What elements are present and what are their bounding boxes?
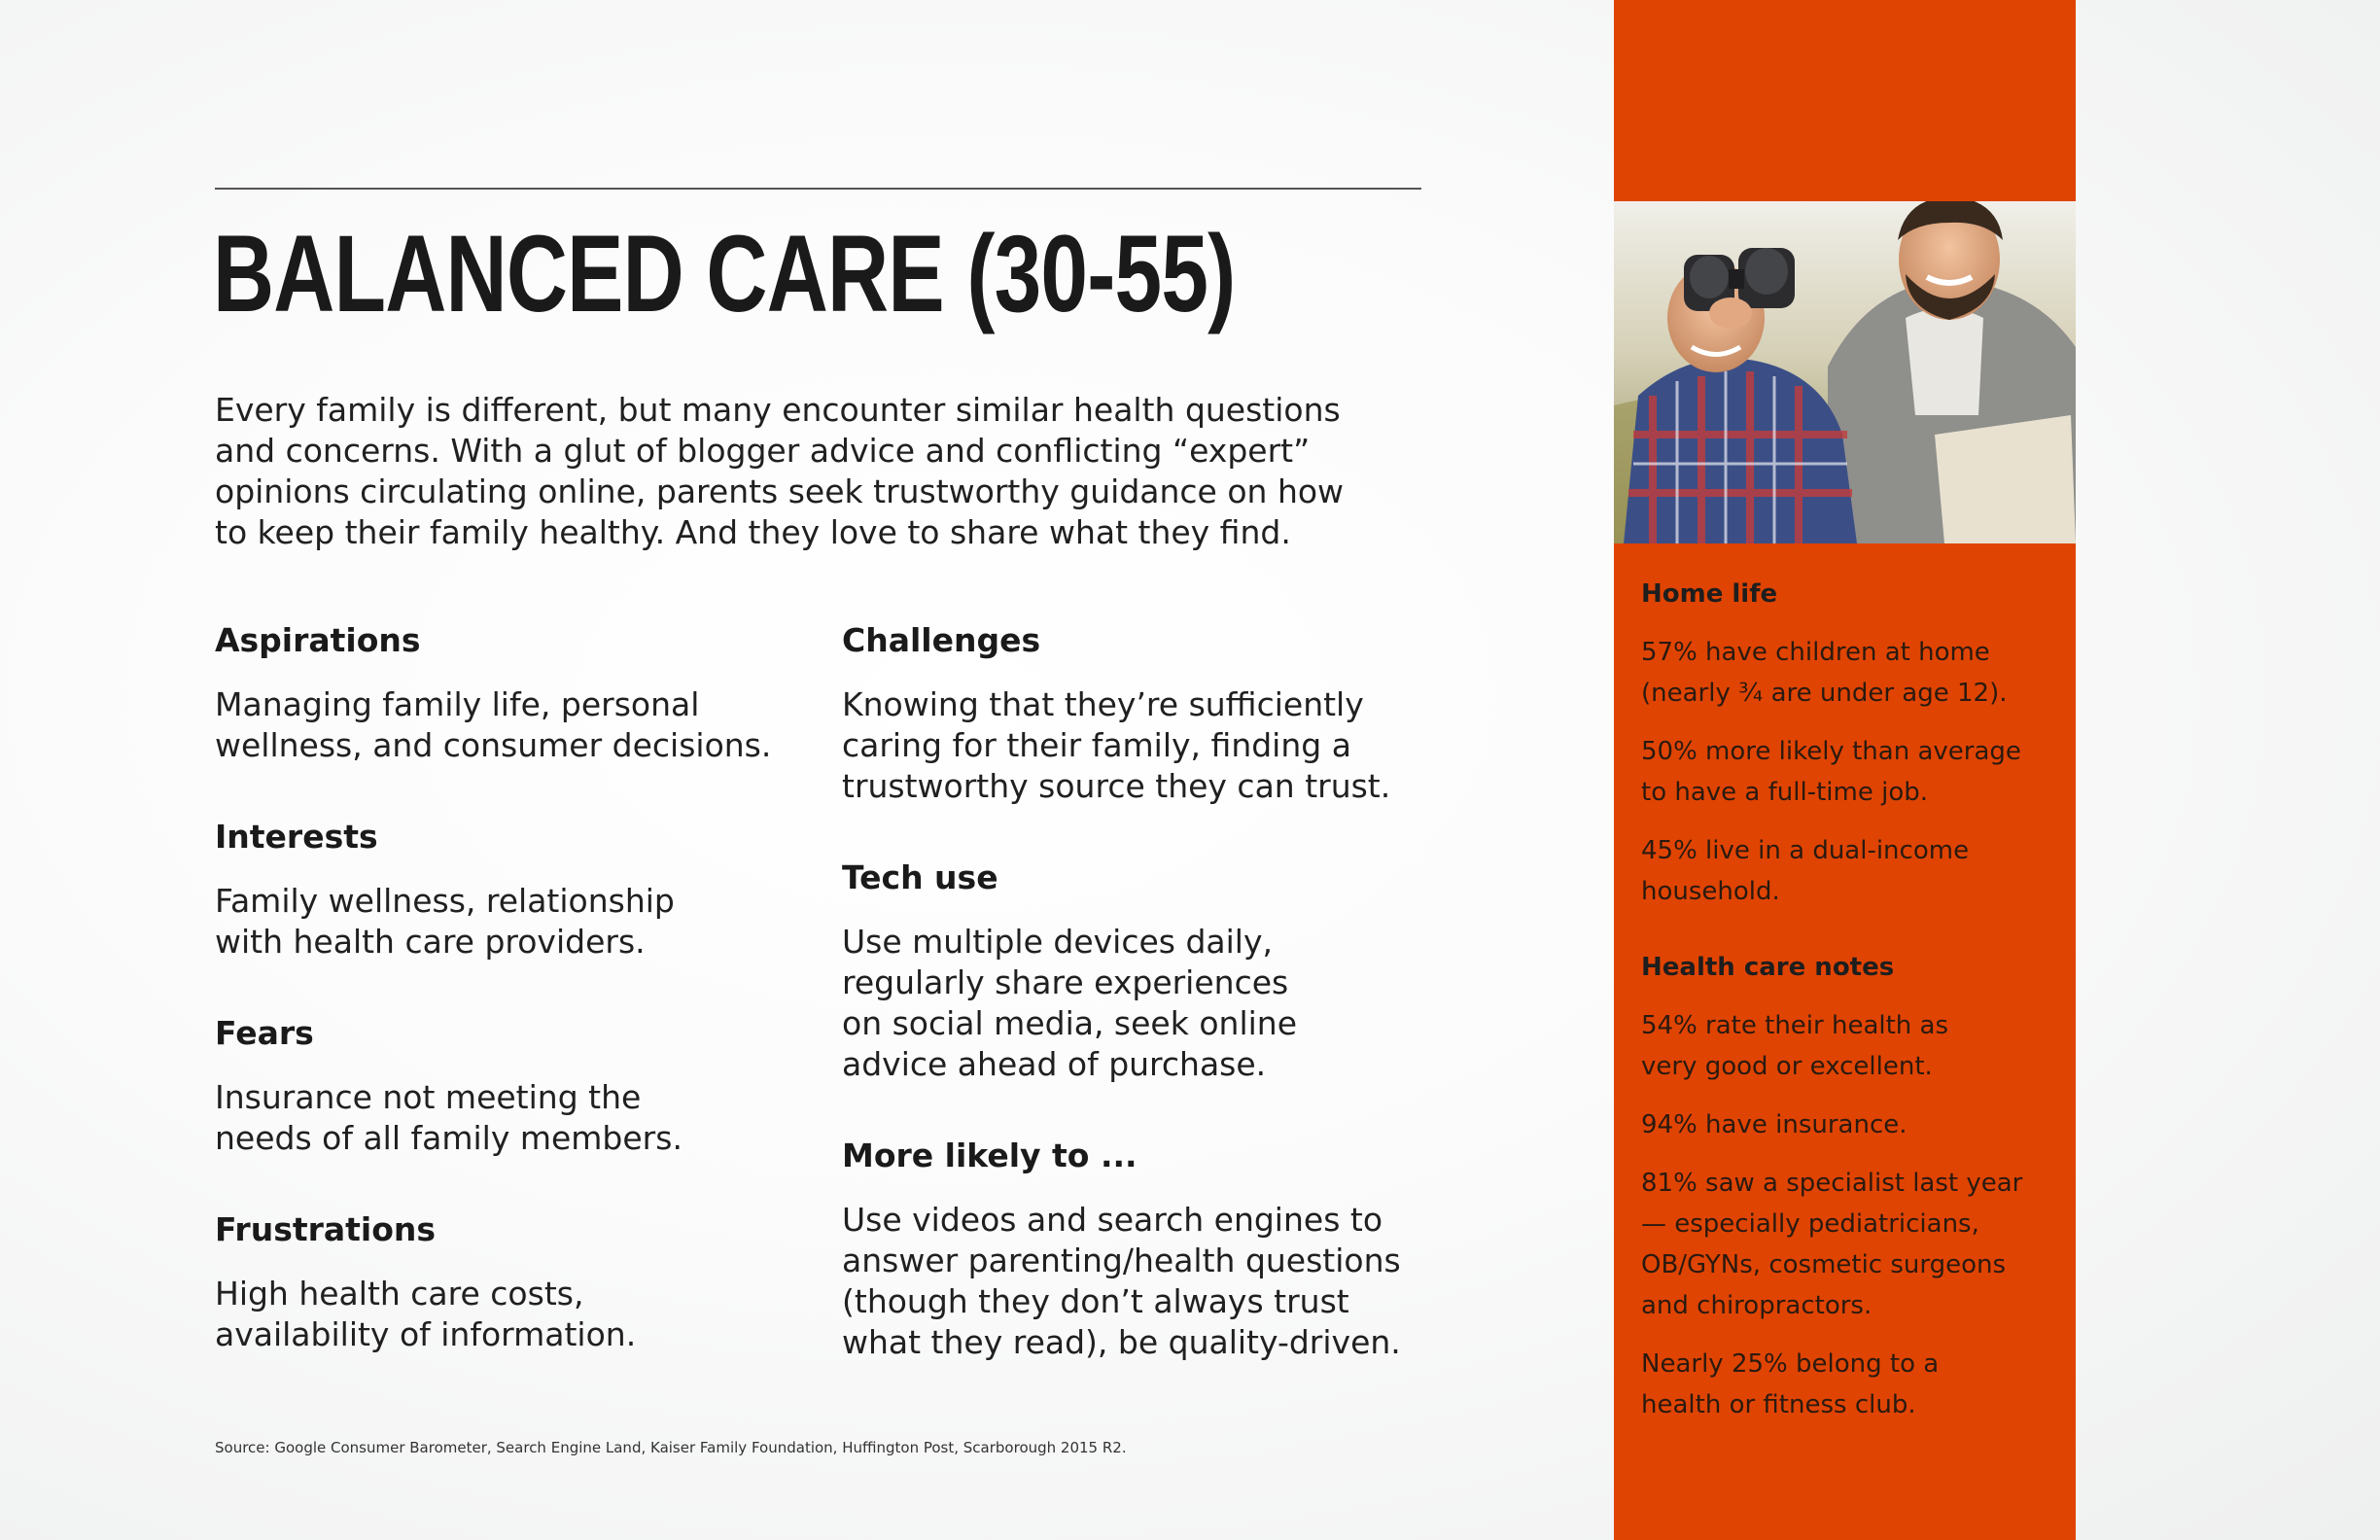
section-body: Family wellness, relationship with health care providers. xyxy=(215,882,675,961)
health-note-stat: 81% saw a specialist last year — especially pediatricians, OB/GYNs, cosmetic surgeons and chiropractors. xyxy=(1641,1169,2023,1320)
more-likely-section xyxy=(842,1136,1445,1363)
home-life-stat: 57% have children at home (nearly ¾ are under age 12). xyxy=(1641,638,2008,708)
left-column xyxy=(215,620,818,1406)
home-life-stat: 50% more likely than average to have a full-time job. xyxy=(1641,737,2021,807)
title-rule xyxy=(215,188,1421,190)
health-notes-group xyxy=(1641,949,2059,1425)
section-heading: Frustrations xyxy=(215,1210,437,1248)
page-title: BALANCED CARE (30-55) xyxy=(213,213,1236,334)
section-body: Knowing that they’re sufficiently caring for their family, finding a trustworthy source they can trust. xyxy=(842,685,1391,805)
health-note-stat: 94% have insurance. xyxy=(1641,1110,1908,1139)
health-note-stat: 54% rate their health as very good or excellent. xyxy=(1641,1011,1949,1081)
challenges-section xyxy=(842,620,1445,807)
photo-illustration xyxy=(1614,201,2076,543)
section-body: Insurance not meeting the needs of all family members. xyxy=(215,1078,682,1157)
section-heading: More likely to ... xyxy=(842,1137,1138,1174)
aspirations-section xyxy=(215,620,818,766)
health-note-stat: Nearly 25% belong to a health or fitness club. xyxy=(1641,1349,1940,1419)
section-heading: Fears xyxy=(215,1014,314,1052)
father-son-binoculars-photo xyxy=(1614,201,2076,543)
home-life-group xyxy=(1641,576,2059,912)
interests-section xyxy=(215,817,818,962)
section-body: High health care costs, availability of information. xyxy=(215,1275,637,1353)
right-column xyxy=(842,620,1445,1414)
fears-section xyxy=(215,1013,818,1159)
section-heading: Aspirations xyxy=(215,621,421,659)
source-citation: Source: Google Consumer Barometer, Search Engine Land, Kaiser Family Foundation, Huffington Post, Scarborough 2015 R2. xyxy=(215,1439,1127,1456)
section-heading: Tech use xyxy=(842,858,998,896)
sidebar-content xyxy=(1641,576,2059,1462)
home-life-stat: 45% live in a dual-income household. xyxy=(1641,836,1970,906)
home-life-heading: Home life xyxy=(1641,579,1778,609)
health-notes-heading: Health care notes xyxy=(1641,953,1895,982)
tech-use-section xyxy=(842,858,1445,1085)
section-body: Managing family life, personal wellness, and consumer decisions. xyxy=(215,685,772,764)
section-heading: Interests xyxy=(215,818,378,856)
section-body: Use videos and search engines to answer parenting/health questions (though they don’t always trust what they read), be quality-driven. xyxy=(842,1201,1401,1361)
frustrations-section xyxy=(215,1209,818,1355)
stats-sidebar xyxy=(1614,0,2076,1540)
section-body: Use multiple devices daily, regularly share experiences on social media, seek online advice ahead of purchase. xyxy=(842,923,1297,1083)
intro-paragraph: Every family is different, but many encounter similar health questions and concerns. With a glut of blogger advice and conflicting “expert” opinions circulating online, parents seek trustworthy guidance on how to keep their family healthy. And they love to share what they find. xyxy=(215,391,1345,551)
section-heading: Challenges xyxy=(842,621,1041,659)
